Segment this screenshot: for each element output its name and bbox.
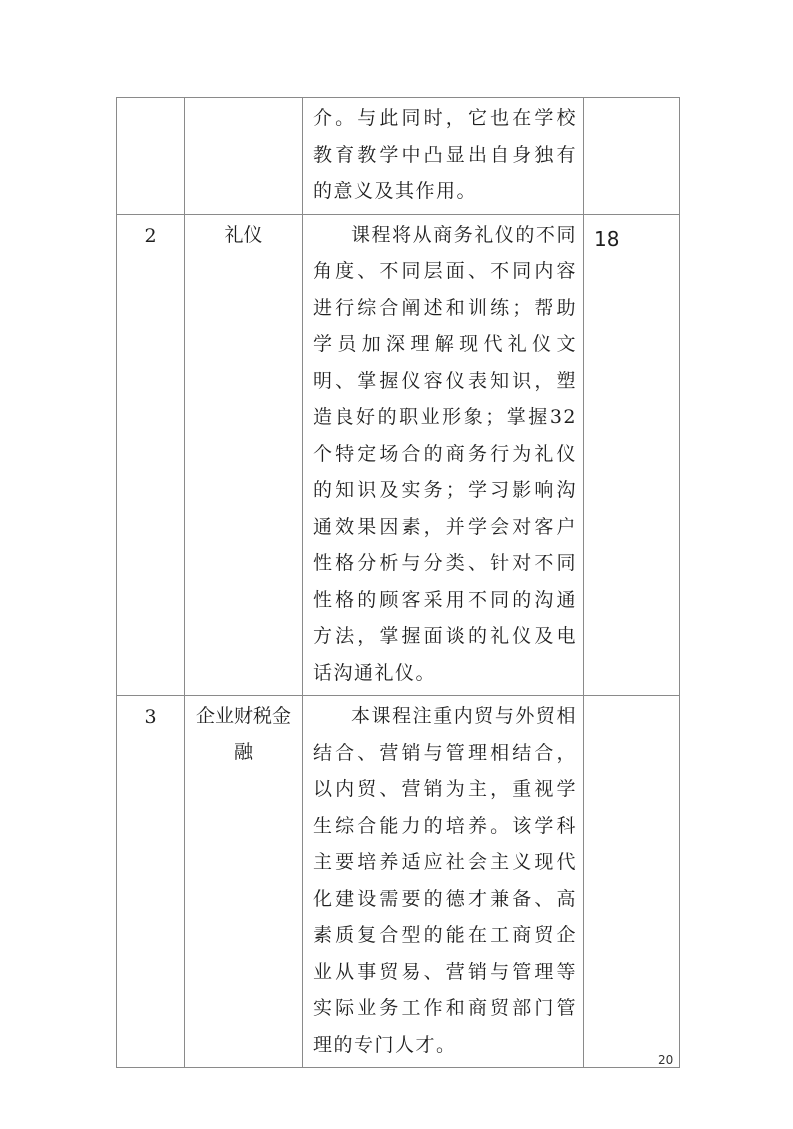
course-name [185, 696, 303, 1068]
course-name [185, 214, 303, 696]
course-description: 介。与此同时，它也在学校教育教学中凸显出自身独有的意义及其作用。 [303, 98, 584, 215]
course-hours [584, 98, 680, 215]
page-number: 20 [658, 1053, 674, 1067]
course-name-text: 企业财税金融 [195, 705, 291, 763]
course-description: 本课程注重内贸与外贸相结合、营销与管理相结合，以内贸、营销为主，重视学生综合能力的培养。该学科主要培养适应社会主义现代化建设需要的德才兼备、高素质复合型的能在工商贸企业从事贸易、营销与管理等实际业务工作和商贸部门管理的专门人才。 [303, 696, 584, 1068]
row-number: 3 [117, 696, 185, 1068]
table-row [117, 214, 680, 696]
course-hours [584, 696, 680, 1068]
table-row [117, 98, 680, 215]
course-name [185, 98, 303, 215]
course-name-text: 礼仪 [224, 223, 263, 246]
course-table [116, 97, 680, 1068]
row-number [117, 98, 185, 215]
table-row [117, 696, 680, 1068]
row-number: 2 [117, 214, 185, 696]
course-hours: 18 [584, 214, 680, 696]
course-description: 课程将从商务礼仪的不同角度、不同层面、不同内容进行综合阐述和训练；帮助学员加深理解现代礼仪文明、掌握仪容仪表知识，塑造良好的职业形象；掌握32个特定场合的商务行为礼仪的知识及实务；学习影响沟通效果因素，并学会对客户性格分析与分类、针对不同性格的顾客采用不同的沟通方法，掌握面谈的礼仪及电话沟通礼仪。 [303, 214, 584, 696]
